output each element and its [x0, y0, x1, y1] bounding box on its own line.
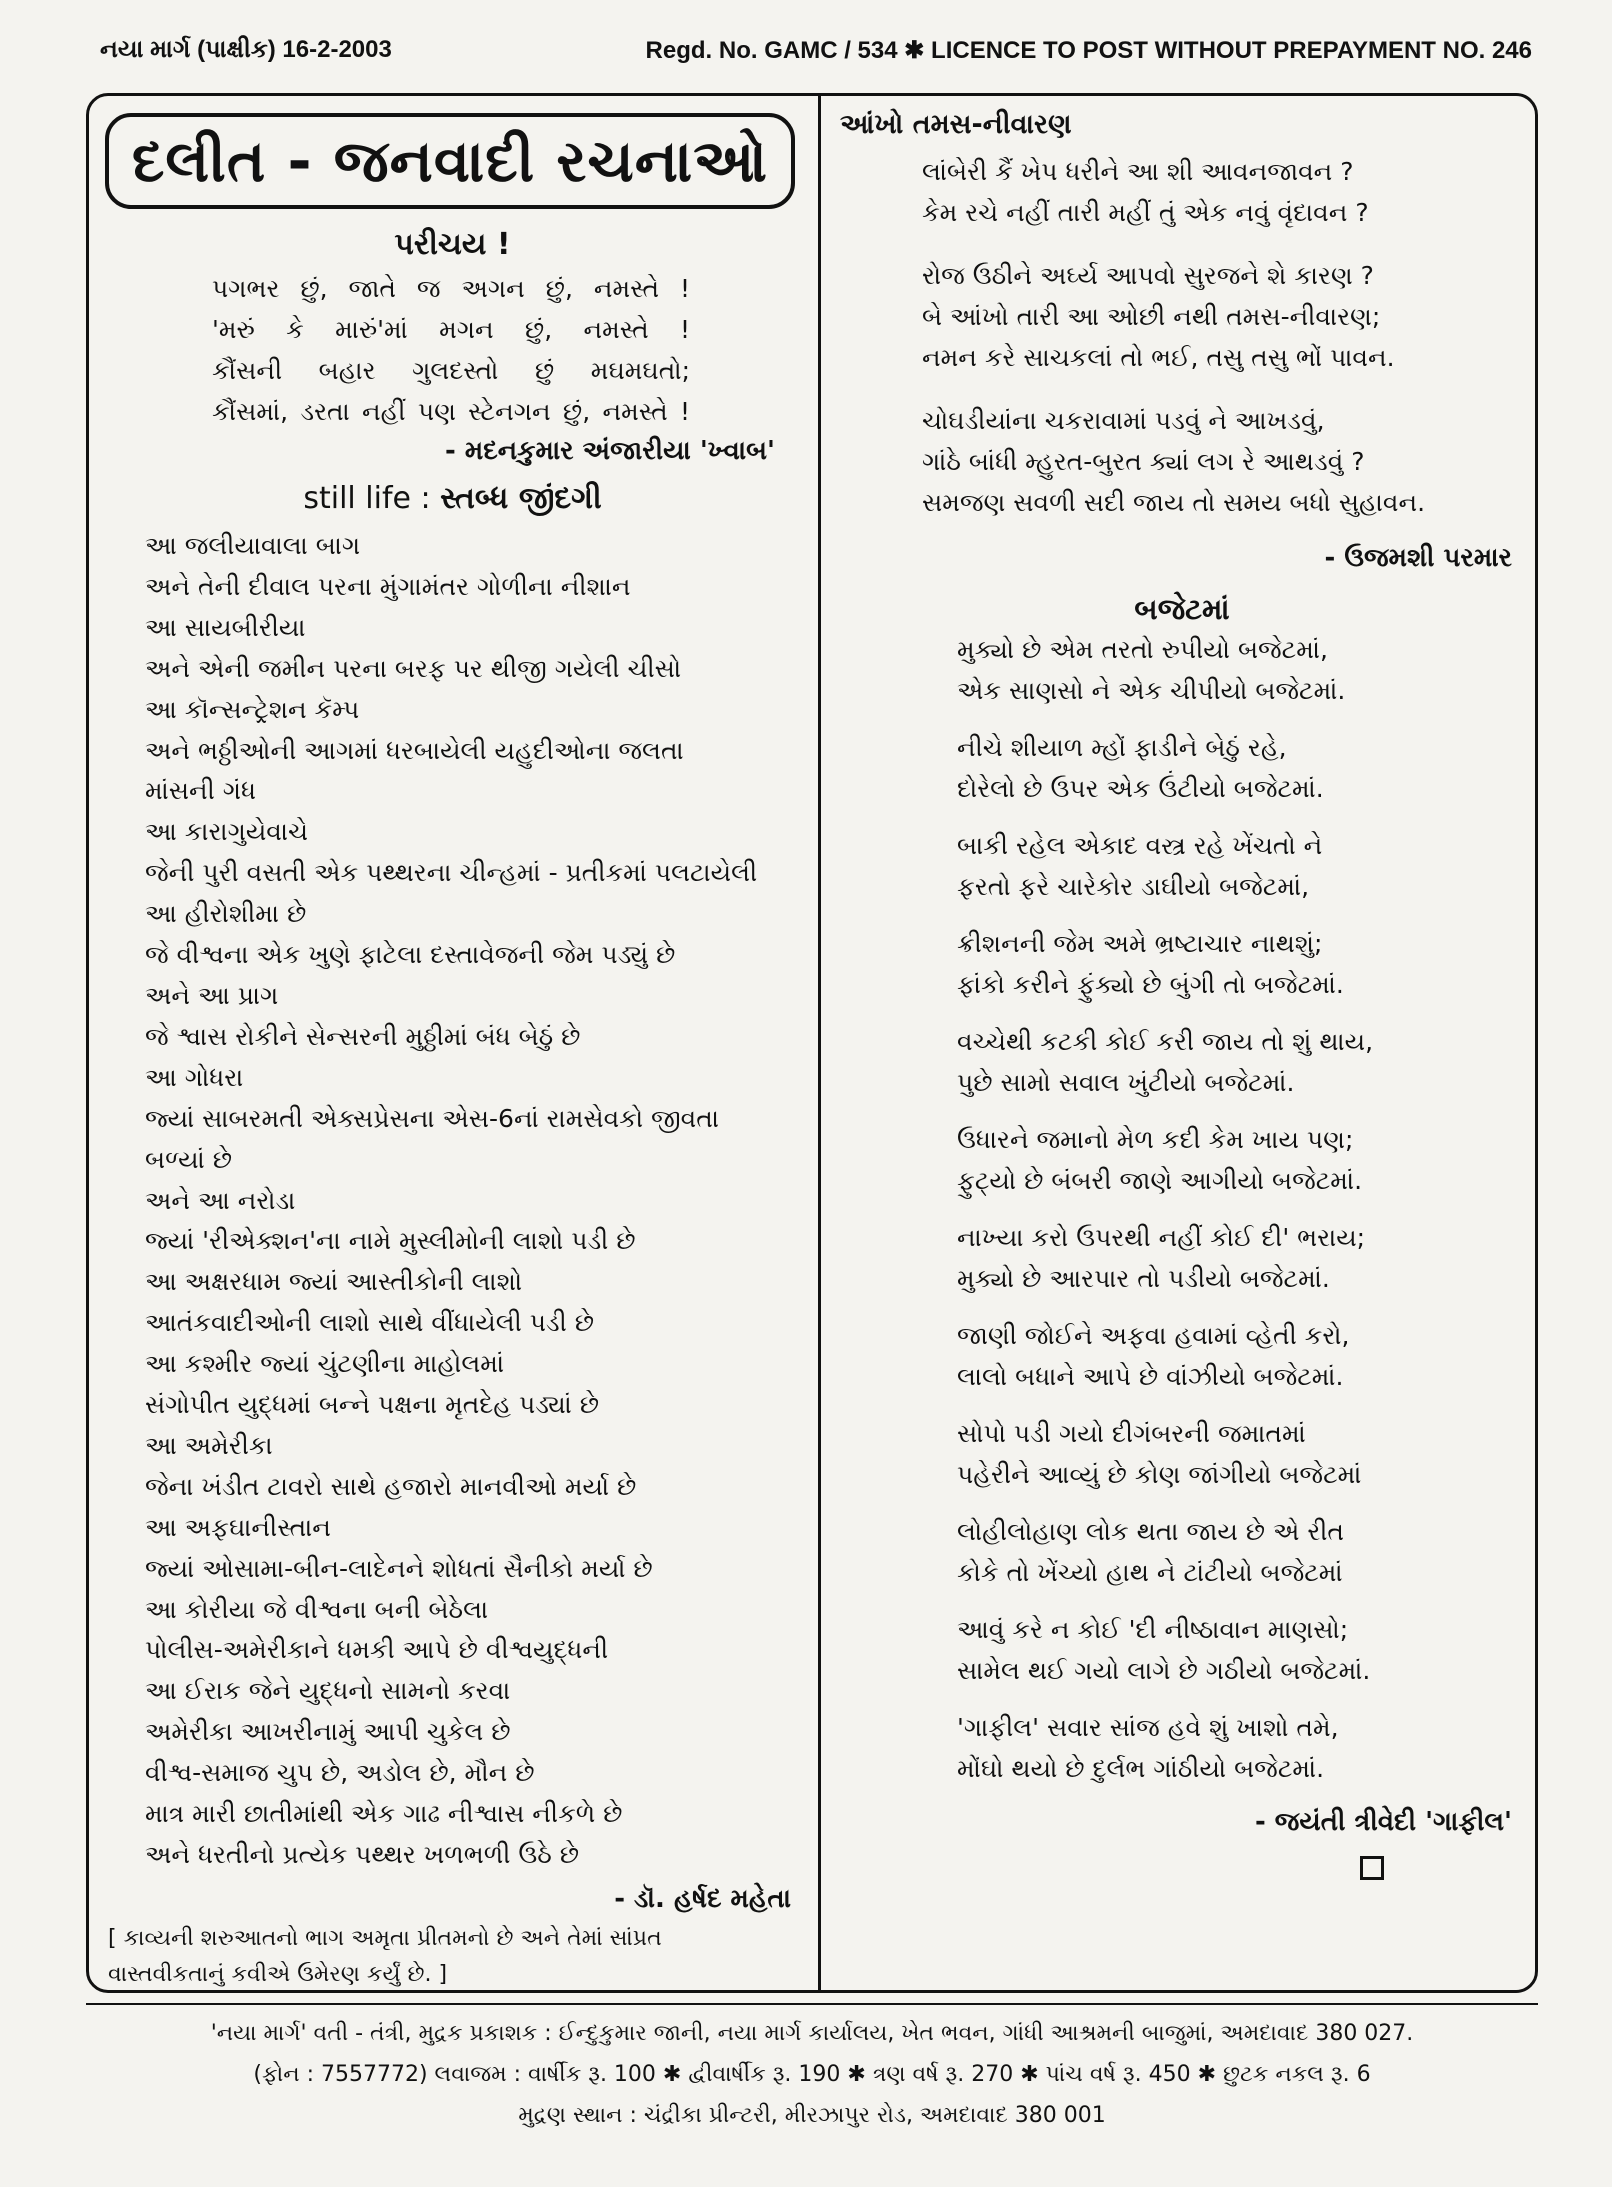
- poem-line: લોહીલોહાણ લોક થતા જાય છે એ રીત: [957, 1517, 1345, 1546]
- right-column: [832, 105, 1532, 1880]
- poem-line: પુછે સામો સવાલ ખુંટીયો બજેટમાં.: [957, 1068, 1295, 1097]
- editor-note: [100, 1921, 805, 1993]
- poem-line: [ કાવ્યની શરુઆતનો ભાગ અમૃતા પ્રીતમનો છે અને તેમાં સાંપ્રત: [108, 1925, 662, 1951]
- imprint-line-subscription: (ફોન : 7557772) લવાજમ : વાર્ષીક રૂ. 100 ✱ દ્વીવાર્ષીક રૂ. 190 ✱ ત્રણ વર્ષ રૂ. 270 ✱ પાંચ વર્ષ રૂ. 450 ✱ છુટક નકલ રૂ. 6: [253, 2062, 1371, 2087]
- stanza: [922, 151, 1532, 233]
- poem-line: ફુટ્યો છે બંબરી જાણે આગીયો બજેટમાં.: [957, 1166, 1363, 1195]
- poem-line: જે વીશ્વના એક ખુણે ફાટેલા દસ્તાવેજની જેમ પડ્યું છે: [145, 940, 676, 970]
- imprint-line-printer: મુદ્રણ સ્થાન : ચંદ્રીકા પ્રીન્ટરી, મીરઝાપુર રોડ, અમદાવાદ 380 001: [518, 2103, 1106, 2128]
- masthead-issue: નયા માર્ગ (પાક્ષીક) 16-2-2003: [100, 36, 392, 63]
- poem-line: ઉધારને જમાનો મેળ કદી કેમ ખાય પણ;: [957, 1125, 1354, 1154]
- poem-line: કૌંસની બહાર ગુલદસ્તો છું મઘમઘતો;: [212, 356, 690, 385]
- poem-line: મુક્યો છે એમ તરતો રુપીયો બજેટમાં,: [957, 635, 1328, 664]
- poem-line: અને આ નરોડા: [145, 1185, 296, 1215]
- poem-line: લાંબેરી કૈં ખેપ ધરીને આ શી આવનજાવન ?: [922, 157, 1354, 186]
- poem-line: સામેલ થઈ ગયો લાગે છે ગઠીયો બજેટમાં.: [957, 1656, 1371, 1685]
- poem-line: પહેરીને આવ્યું છે કોણ જાંગીયો બજેટમાં: [957, 1460, 1362, 1489]
- poem-line: આવું કરે ન કોઈ 'દી નીષ્ઠાવાન માણસો;: [957, 1615, 1349, 1644]
- still-life-author: - ડૉ. હર્ષદ મહેતા: [614, 1883, 791, 1914]
- poem-line: નાખ્યા કરો ઉપરથી નહીં કોઈ દી' ભરાય;: [957, 1223, 1366, 1252]
- still-life-title: [100, 481, 805, 516]
- poem-title-aankho: આંખો તમસ-નીવારણ: [840, 109, 1072, 140]
- poem-line: આ કૉન્સન્ટ્રેશન કૅમ્પ: [145, 694, 360, 724]
- imprint-footer: [86, 2003, 1538, 2136]
- poem-line: અને તેની દીવાલ પરના મુંગામંતર ગોળીના નીશાન: [145, 571, 631, 601]
- poem-line: રોજ ઉઠીને અર્ઘ્ય આપવો સુરજને શે કારણ ?: [922, 261, 1374, 290]
- poem-line: કેમ રચે નહીં તારી મહીં તું એક નવું વૃંદાવન ?: [922, 198, 1369, 227]
- poem-line: ગાંઠે બાંધી મ્હુરત-બુરત ક્યાં લગ રે આથડવું ?: [922, 447, 1365, 476]
- stanza: [957, 825, 1532, 907]
- poem-line: ચોઘડીયાંના ચકરાવામાં પડવું ને આખડવું,: [922, 406, 1325, 435]
- poem-line: અને આ પ્રાગ: [145, 980, 279, 1010]
- stanza: [957, 1217, 1532, 1299]
- poem-line: ફરતો ફરે ચારેકોર ડાઘીયો બજેટમાં,: [957, 872, 1310, 901]
- stanza: [957, 727, 1532, 809]
- poem-budget-author: - જયંતી ત્રીવેદી 'ગાફીલ': [1254, 1807, 1512, 1837]
- poem-line: આ કારાગુયેવાચે: [145, 817, 308, 847]
- poem-line: કૌંસમાં, ડરતા નહીં પણ સ્ટેનગન છું, નમસ્તે !: [212, 397, 690, 426]
- stanza: [957, 1021, 1532, 1103]
- poem-line: આ ગોધરા: [145, 1062, 244, 1092]
- poem-line: બળ્યાં છે: [145, 1144, 233, 1174]
- poem-line: જેના ખંડીત ટાવરો સાથે હજારો માનવીઓ મર્યા છે: [145, 1471, 637, 1501]
- poem-line: વચ્ચેથી કટકી કોઈ કરી જાય તો શું થાય,: [957, 1027, 1374, 1056]
- end-mark-icon: [1360, 1856, 1384, 1880]
- intro-poem: [100, 268, 805, 432]
- masthead-registration: Regd. No. GAMC / 534 ✱ LICENCE TO POST WITHOUT PREPAYMENT NO. 246: [645, 36, 1532, 64]
- poem-line: જાણી જોઈને અફવા હવામાં વ્હેતી કરો,: [957, 1321, 1350, 1350]
- poem-line: સોપો પડી ગયો દીગંબરની જમાતમાં: [957, 1419, 1306, 1448]
- poem-aankho-author: - ઉજમશી પરમાર: [1324, 543, 1512, 573]
- poem-line: પગભર છું, જાતે જ અગન છું, નમસ્તે !: [212, 274, 690, 303]
- poem-line: નીચે શીયાળ મ્હોં ફાડીને બેઠું રહે,: [957, 733, 1287, 762]
- poem-line: અને એની જમીન પરના બરફ પર થીજી ગયેલી ચીસો: [145, 653, 682, 683]
- poem-line: જેની પુરી વસતી એક પથ્થરના ચીન્હમાં - પ્રતીકમાં પલટાયેલી: [145, 858, 758, 888]
- stanza: [957, 1609, 1532, 1691]
- still-life-poem: [100, 526, 805, 1876]
- poem-line: ફાંકો કરીને ફુંક્યો છે બુંગી તો બજેટમાં.: [957, 970, 1344, 999]
- stanza: [957, 1119, 1532, 1201]
- poem-line: જ્યાં સાબરમતી એક્સપ્રેસના એસ-6નાં રામસેવકો જીવતા: [145, 1103, 719, 1133]
- poem-line: વીશ્વ-સમાજ ચુપ છે, અડોલ છે, મૌન છે: [145, 1758, 535, 1788]
- stanza: [957, 629, 1532, 711]
- poem-line: 'મરું કે મારું'માં મગન છું, નમસ્તે !: [212, 315, 690, 344]
- column-divider: [818, 95, 821, 1990]
- poem-line: અને ધરતીનો પ્રત્યેક પથ્થર ખળભળી ઉઠે છે: [145, 1840, 580, 1869]
- poem-line: જ્યાં 'રીએક્શન'ના નામે મુસ્લીમોની લાશો પડી છે: [145, 1226, 636, 1256]
- poem-line: મોંઘો થયો છે દુર્લભ ગાંઠીયો બજેટમાં.: [957, 1754, 1325, 1783]
- poem-line: લાલો બધાને આપે છે વાંઝીયો બજેટમાં.: [957, 1362, 1344, 1391]
- poem-line: બે આંખો તારી આ ઓછી નથી તમસ-નીવારણ;: [922, 302, 1381, 331]
- poem-line: 'ગાફીલ' સવાર સાંજ હવે શું ખાશો તમે,: [957, 1713, 1339, 1742]
- poem-line: સમજણ સવળી સદી જાય તો સમય બધો સુહાવન.: [922, 488, 1426, 517]
- imprint-line-publisher: 'નયા માર્ગ' વતી - તંત્રી, મુદ્રક પ્રકાશક : ઈન્દુકુમાર જાની, નયા માર્ગ કાર્યાલય, ખેત ભવન, ગાંધી આશ્રમની બાજુમાં, અમદાવાદ 380 027.: [210, 2021, 1414, 2046]
- poem-line: જ્યાં ઓસામા-બીન-લાદેનને શોધતાં સૈનીકો મર્યા છે: [145, 1553, 653, 1583]
- intro-poem-author: - મદનકુમાર અંજારીયા 'ખ્વાબ': [445, 436, 775, 466]
- footer-rule: [86, 2003, 1538, 2005]
- poem-line: આ અક્ષરધામ જ્યાં આસ્તીકોની લાશો: [145, 1267, 523, 1297]
- stanza: [957, 923, 1532, 1005]
- poem-line: અને ભઠ્ઠીઓની આગમાં ધરબાયેલી યહુદીઓના જલતા: [145, 735, 684, 765]
- poem-line: આ અફઘાનીસ્તાન: [145, 1512, 331, 1542]
- poem-line: દોરેલો છે ઉપર એક ઉંટીયો બજેટમાં.: [957, 774, 1324, 803]
- poem-line: જે શ્વાસ રોકીને સેન્સરની મુઠ્ઠીમાં બંધ બેઠું છે: [145, 1021, 581, 1051]
- poem-line: વાસ્તવીકતાનું કવીએ ઉમેરણ કર્યું છે. ]: [108, 1961, 448, 1987]
- poem-title-budget: બજેટમાં: [1134, 592, 1230, 626]
- stanza: [957, 1511, 1532, 1593]
- poem-line: માંસની ગંધ: [145, 776, 256, 806]
- poem-line: આ જલીયાવાલા બાગ: [145, 531, 361, 560]
- poem-line: ક્રીશનની જેમ અમે ભ્રષ્ટાચાર નાથશું;: [957, 929, 1323, 958]
- poem-budget: [832, 629, 1532, 1789]
- stanza: [957, 1413, 1532, 1495]
- poem-line: આતંકવાદીઓની લાશો સાથે વીંધાયેલી પડી છે: [145, 1308, 595, 1338]
- poem-line: બાકી રહેલ એકાદ વસ્ત્ર રહે ખેંચતો ને: [957, 831, 1323, 860]
- poem-line: કોકે તો ખેંચ્યો હાથ ને ટાંટીયો બજેટમાં: [957, 1558, 1343, 1587]
- stanza: [957, 1315, 1532, 1397]
- poem-line: માત્ર મારી છાતીમાંથી એક ગાઢ નીશ્વાસ નીકળે છે: [145, 1799, 623, 1829]
- poem-line: નમન કરે સાચકલાં તો ભઈ, તસુ તસુ ભોં પાવન.: [922, 343, 1395, 372]
- poem-line: આ સાયબીરીયા: [145, 612, 306, 642]
- poem-line: પોલીસ-અમેરીકાને ધમકી આપે છે વીશ્વયુદ્ધની: [145, 1635, 609, 1665]
- left-column: [100, 105, 805, 1993]
- poem-aankho: [832, 151, 1532, 523]
- still-life-title-main: સ્તબ્ધ જીંદગી: [440, 481, 602, 516]
- poem-line: આ કશ્મીર જ્યાં ચુંટણીના માહોલમાં: [145, 1349, 505, 1379]
- still-life-title-prefix: still life :: [303, 481, 441, 516]
- masthead: [100, 30, 1532, 70]
- poem-line: એક સાણસો ને એક ચીપીયો બજેટમાં.: [957, 676, 1346, 705]
- stanza: [922, 255, 1532, 378]
- poem-line: મુક્યો છે આરપાર તો પડીયો બજેટમાં.: [957, 1264, 1330, 1293]
- stanza: [922, 400, 1532, 523]
- intro-poem-title: પરીચય !: [394, 227, 511, 262]
- poem-line: સંગોપીત યુદ્ધમાં બન્ને પક્ષના મૃતદેહ પડ્યાં છે: [145, 1390, 600, 1420]
- stanza: [957, 1707, 1532, 1789]
- poem-line: આ હીરોશીમા છે: [145, 899, 307, 929]
- section-title: દલીત - જનવાદી રચનાઓ: [105, 113, 795, 209]
- poem-line: અમેરીકા આખરીનામું આપી ચુકેલ છે: [145, 1717, 511, 1747]
- poem-line: આ અમેરીકા: [145, 1430, 273, 1460]
- poem-line: આ ઈરાક જેને યુદ્ધનો સામનો કરવા: [145, 1676, 511, 1706]
- poem-line: આ કોરીયા જે વીશ્વના બની બેઠેલા: [145, 1594, 489, 1624]
